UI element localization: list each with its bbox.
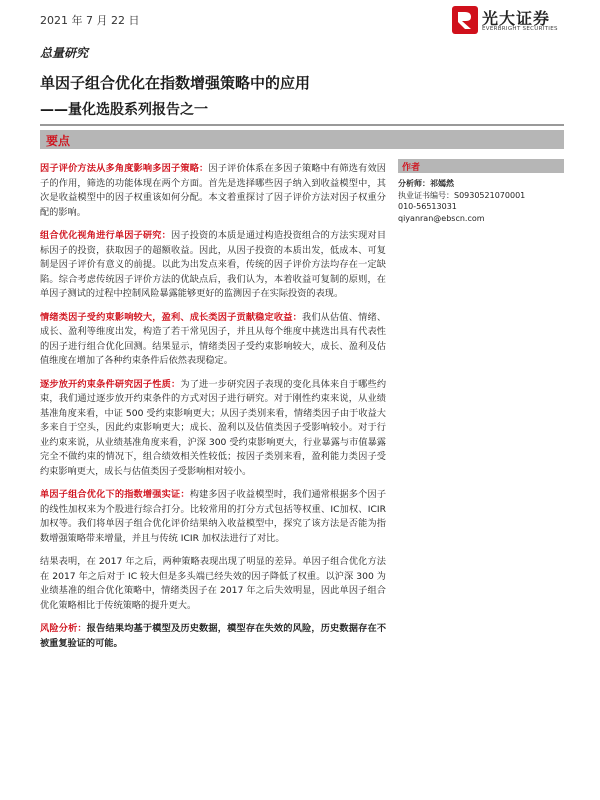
license-number: 执业证书编号：S0930521070001	[398, 190, 526, 200]
key-point-paragraph	[40, 555, 386, 613]
key-points-header	[40, 130, 564, 149]
paragraph-body: 为了进一步研究因子表现的变化具体来自于哪些约束，我们通过逐步放开约束条件的方式对因子进行研究。对于刚性约束来说，从业绩基准角度来看，中证 500 受约束影响更大；从因子类别来看，情绪类因子由于收益大多来自于空头，因此约束影响更大；成长、盈利以及估值类因子受影响较小。对于行业约束来说，从业绩基准角度来看，沪深 300 受约束影响更大，行业暴露与市值暴露完全不做约束的情况下，组合绩效相关性较低；按因子类别来看，盈利能力类因子受约束影响更大，成长与估值类因子受影响相对较小。	[40, 378, 387, 477]
report-title: 单因子组合优化在指数增强策略中的应用	[40, 74, 311, 92]
key-point-paragraph	[40, 378, 386, 480]
report-date: 2021 年 7 月 22 日	[40, 14, 140, 27]
brand-name-cn: 光大证券	[482, 9, 551, 28]
key-point-paragraph	[40, 229, 386, 302]
paragraph-lead: 因子评价方法从多角度影响多因子策略：	[40, 163, 209, 174]
author-section-label: 作者	[402, 163, 421, 173]
paragraph-body: 结果表明，在 2017 年之后，两种策略表现出现了明显的差异。单因子组合优化方法在 2017 年之后对于 IC 较大但是多头端已经失效的因子降低了权重。以沪深 300 为业绩基准的组合优化策略中，情绪类因子在 2017 年之后失效明显，因此单因子组合优化策略相比于传统策略的提升更大。	[40, 556, 386, 611]
report-subtitle: ——量化选股系列报告之一	[40, 102, 208, 118]
analyst-email[interactable]: qiyanran@ebscn.com	[398, 213, 485, 223]
key-point-paragraph	[40, 311, 386, 369]
paragraph-lead: 单因子组合优化下的指数增强实证：	[40, 489, 190, 500]
paragraph-body: 因子投资的本质是通过构造投资组合的方法实现对目标因子的投资，获取因子的超额收益。因此，从因子投资的本质出发，低成本、可复制是因子评价有意义的前提。以此为出发点来看，传统的因子评价方法均存在一定缺陷。综合考虑传统因子评价方法的优缺点后，我们认为，本着收益可复制的原则，在单因子测试的过程中控制风险暴露能够更好的监测因子在实际投资的表现。	[40, 230, 387, 299]
key-points-body	[40, 162, 386, 660]
paragraph-body: 我们从估值、情绪、成长、盈利等维度出发，构造了若干常见因子，并且从每个维度中挑选出具有代表性的因子进行组合优化回测。结果显示，情绪类因子受约束影响较大，成长、盈利及估值维度在增加了各种约束条件后依然表现稳定。	[40, 311, 387, 366]
paragraph-lead: 组合优化视角进行单因子研究：	[40, 230, 171, 241]
paragraph-body: 因子评价体系在多因子策略中有筛选有效因子的作用，筛选的功能体现在两个方面。首先是选择哪些因子纳入到收益模型中，其次是收益模型中的因子权重该如何分配。本文着重探讨了因子评价方法对因子权重分配的影响。	[40, 163, 386, 218]
paragraph-body: 构建多因子收益模型时，我们通常根据多个因子的线性加权来为个股进行综合打分。比较常用的打分方式包括等权重、IC加权、ICIR 加权等。我们将单因子组合优化评价结果纳入收益模型中，探究了该方法是否能为指数增强策略带来增量，并且与传统 ICIR 加权法进行了对比。	[40, 489, 387, 544]
report-category: 总量研究	[40, 46, 89, 60]
risk-text: 报告结果均基于模型及历史数据，模型存在失效的风险，历史数据存在不被重复验证的可能。	[40, 623, 387, 649]
key-points-label: 要点	[46, 134, 71, 148]
analyst-phone: 010-56513031	[398, 202, 457, 211]
brand-logo-icon	[452, 6, 478, 34]
brand-logo	[452, 4, 572, 38]
risk-label: 风险分析：	[40, 623, 87, 634]
analyst-name: 分析师：祁嫣然	[398, 179, 454, 188]
author-sidebar	[398, 159, 564, 224]
paragraph-lead: 逐步放开约束条件研究因子性质：	[40, 378, 181, 390]
key-point-paragraph	[40, 488, 386, 546]
brand-name-en: EVERBRIGHT SECURITIES	[482, 26, 558, 32]
risk-paragraph	[40, 622, 386, 651]
key-point-paragraph	[40, 162, 386, 220]
paragraph-lead: 情绪类因子受约束影响较大，盈利、成长类因子贡献稳定收益：	[40, 311, 302, 323]
title-divider	[40, 124, 564, 126]
author-header	[398, 159, 564, 173]
